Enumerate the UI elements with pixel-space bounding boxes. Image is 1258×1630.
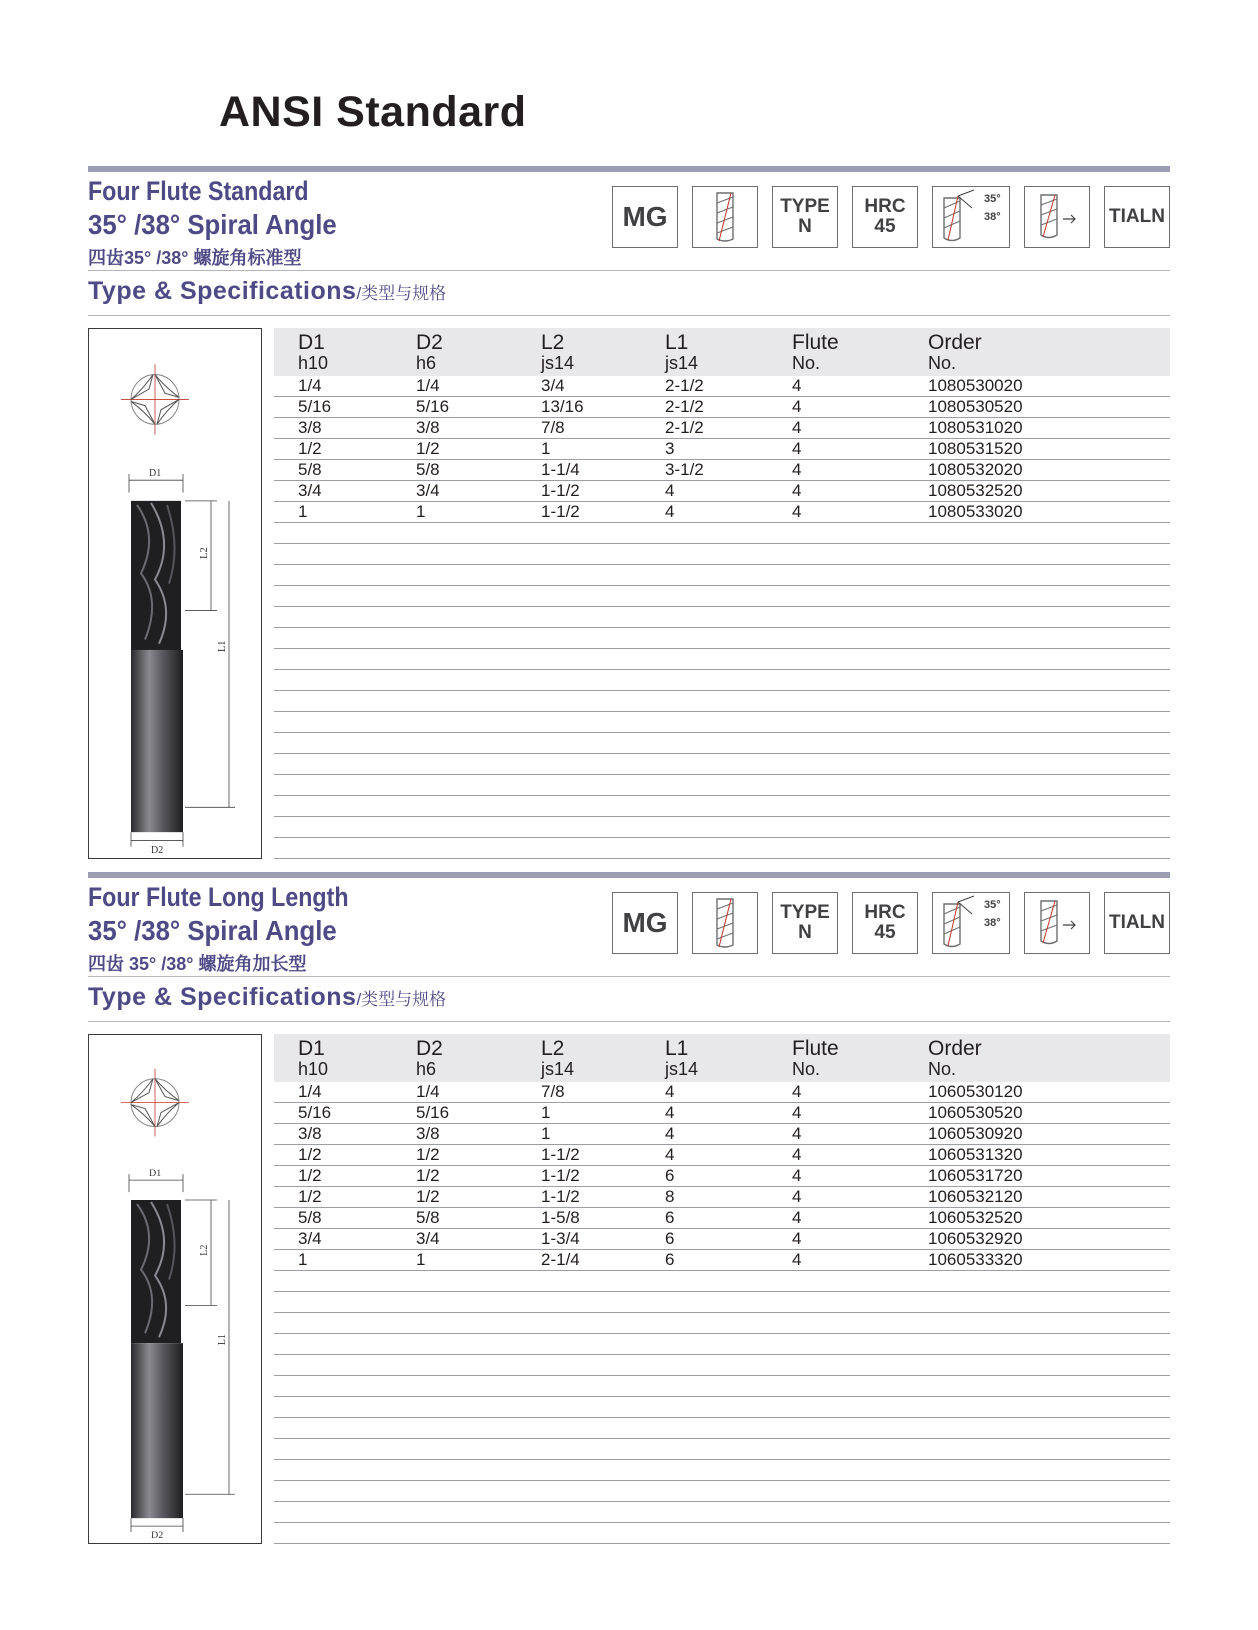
section-header (88, 878, 1170, 976)
cell-d1: 1 (298, 502, 308, 521)
cell-l1: 8 (665, 1187, 675, 1206)
empty-table-row (274, 1439, 1170, 1460)
table-row (274, 418, 1170, 439)
cell-l2: 1-5/8 (541, 1208, 580, 1227)
header-tolerance: js14 (665, 1059, 699, 1079)
cell-flute-no: 4 (792, 1166, 802, 1185)
cell-l1: 4 (665, 1082, 675, 1101)
empty-table-row (274, 1334, 1170, 1355)
header-label: Order (928, 331, 982, 354)
cell-d1: 1 (298, 1250, 308, 1269)
cell-d2: 1 (416, 502, 426, 521)
type-badge: TYPE N (772, 186, 838, 248)
empty-table-row (274, 1481, 1170, 1502)
svg-text:D2: D2 (151, 844, 164, 856)
cell-flute-no: 4 (792, 1208, 802, 1227)
empty-table-row (274, 649, 1170, 670)
svg-text:38°: 38° (984, 211, 1001, 223)
empty-table-row (274, 838, 1170, 859)
empty-table-row (274, 1271, 1170, 1292)
empty-table-row (274, 1313, 1170, 1334)
table-row (274, 376, 1170, 397)
cell-flute-no: 4 (792, 1145, 802, 1164)
section-title-cn: 四齿35° /38° 螺旋角标准型 (88, 248, 302, 268)
empty-table-row (274, 1355, 1170, 1376)
cell-order-no: 1080531520 (928, 439, 1023, 458)
empty-table-row (274, 733, 1170, 754)
svg-text:L2: L2 (199, 547, 210, 559)
cell-flute-no: 4 (792, 1103, 802, 1122)
header-tolerance: No. (792, 1059, 821, 1079)
cell-l2: 1 (541, 1124, 551, 1143)
type-badge: TYPE N (772, 892, 838, 954)
helix-angle-icon (932, 892, 1010, 954)
header-tolerance: js14 (541, 1059, 575, 1079)
cell-l2: 1-1/2 (541, 481, 580, 500)
empty-table-row (274, 691, 1170, 712)
table-row (274, 397, 1170, 418)
header-d1 (298, 1038, 328, 1080)
table-header (274, 1034, 1170, 1082)
hrc-badge: HRC 45 (852, 186, 918, 248)
cell-d2: 5/16 (416, 397, 450, 416)
header-tolerance: No. (928, 1059, 957, 1079)
cell-l1: 2-1/2 (665, 418, 704, 437)
table-row (274, 439, 1170, 460)
cell-d2: 1/2 (416, 1187, 440, 1206)
cell-order-no: 1080533020 (928, 502, 1023, 521)
empty-table-row (274, 1397, 1170, 1418)
table-body (274, 1082, 1170, 1544)
cell-l1: 6 (665, 1208, 675, 1227)
cell-order-no: 1080530020 (928, 376, 1023, 395)
header-tolerance: h6 (416, 353, 437, 373)
end-mill-diagram (88, 328, 262, 859)
table-row (274, 460, 1170, 481)
cell-d2: 3/4 (416, 1229, 440, 1248)
end-mill-flute-icon (692, 186, 758, 248)
cell-l1: 2-1/2 (665, 397, 704, 416)
cell-d2: 5/16 (416, 1103, 450, 1122)
table-row (274, 1082, 1170, 1103)
header-label: L1 (665, 331, 689, 354)
header-tolerance: js14 (665, 353, 699, 373)
empty-table-row (274, 775, 1170, 796)
cell-flute-no: 4 (792, 502, 802, 521)
cell-l2: 1-1/4 (541, 460, 580, 479)
section-title-cn: 四齿 35° /38° 螺旋角加长型 (88, 954, 307, 974)
hrc-badge: HRC 45 (852, 892, 918, 954)
specs-heading: Type & Specifications/类型与规格 (88, 983, 447, 1011)
spec-table (274, 1034, 1170, 1544)
header-label: D1 (298, 1037, 325, 1060)
header-l2 (541, 332, 574, 374)
header-flute-no (792, 332, 839, 374)
cell-flute-no: 4 (792, 1187, 802, 1206)
cell-flute-no: 4 (792, 1082, 802, 1101)
empty-table-row (274, 523, 1170, 544)
cell-flute-no: 4 (792, 460, 802, 479)
cell-d2: 3/8 (416, 418, 440, 437)
header-label: Order (928, 1037, 982, 1060)
cell-l2: 7/8 (541, 1082, 565, 1101)
side-cutting-icon (1024, 186, 1090, 248)
header-tolerance: h10 (298, 1059, 329, 1079)
feature-badges (612, 186, 1170, 248)
cell-d1: 1/2 (298, 439, 322, 458)
header-l2 (541, 1038, 574, 1080)
cell-l2: 2-1/4 (541, 1250, 580, 1269)
divider (88, 1021, 1170, 1022)
coating-badge: TIALN (1104, 892, 1170, 954)
empty-table-row (274, 1460, 1170, 1481)
helix-angle-icon (932, 186, 1010, 248)
table-row (274, 1208, 1170, 1229)
cell-d1: 5/16 (298, 397, 332, 416)
table-body (274, 376, 1170, 859)
empty-table-row (274, 712, 1170, 733)
cell-l1: 3 (665, 439, 675, 458)
cell-d2: 5/8 (416, 460, 440, 479)
empty-table-row (274, 754, 1170, 775)
header-label: L1 (665, 1037, 689, 1060)
header-label: Flute (792, 1037, 839, 1060)
cell-l2: 1-1/2 (541, 1145, 580, 1164)
cell-l2: 3/4 (541, 376, 565, 395)
header-flute-no (792, 1038, 839, 1080)
cell-l1: 2-1/2 (665, 376, 704, 395)
cell-d1: 1/4 (298, 1082, 322, 1101)
empty-table-row (274, 565, 1170, 586)
cell-l1: 4 (665, 1103, 675, 1122)
cell-d2: 1/2 (416, 1145, 440, 1164)
cell-d2: 3/4 (416, 481, 440, 500)
empty-table-row (274, 607, 1170, 628)
svg-text:D1: D1 (149, 1168, 162, 1180)
cell-order-no: 1060531720 (928, 1166, 1023, 1185)
empty-table-row (274, 817, 1170, 838)
section-title: Four Flute Long Length (88, 882, 349, 912)
cell-d1: 3/4 (298, 1229, 322, 1248)
side-cutting-icon (1024, 892, 1090, 954)
svg-text:D2: D2 (151, 1530, 164, 1542)
cell-d2: 1/4 (416, 1082, 440, 1101)
header-tolerance: js14 (541, 353, 575, 373)
cell-d2: 1/2 (416, 439, 440, 458)
cell-flute-no: 4 (792, 418, 802, 437)
empty-table-row (274, 670, 1170, 691)
cell-order-no: 1060530520 (928, 1103, 1023, 1122)
cell-order-no: 1080532520 (928, 481, 1023, 500)
table-row (274, 481, 1170, 502)
cell-flute-no: 4 (792, 439, 802, 458)
coating-badge: TIALN (1104, 186, 1170, 248)
header-tolerance: h6 (416, 1059, 437, 1079)
empty-table-row (274, 628, 1170, 649)
header-l1 (665, 1038, 698, 1080)
header-tolerance: No. (928, 353, 957, 373)
cell-d1: 5/8 (298, 460, 322, 479)
cell-order-no: 1060532920 (928, 1229, 1023, 1248)
header-order-no (928, 332, 982, 374)
cell-d1: 1/2 (298, 1145, 322, 1164)
cell-l1: 6 (665, 1250, 675, 1269)
cell-l1: 4 (665, 481, 675, 500)
section-subtitle: 35° /38° Spiral Angle (88, 209, 337, 240)
cell-l2: 1-3/4 (541, 1229, 580, 1248)
header-label: D1 (298, 331, 325, 354)
product-section (88, 166, 1170, 856)
cell-flute-no: 4 (792, 1229, 802, 1248)
cell-d1: 3/4 (298, 481, 322, 500)
page-title: ANSI Standard (219, 88, 527, 136)
spec-table (274, 328, 1170, 859)
cell-l2: 13/16 (541, 397, 584, 416)
svg-text:L1: L1 (216, 1334, 229, 1346)
cell-d1: 3/8 (298, 1124, 322, 1143)
cell-d1: 1/2 (298, 1187, 322, 1206)
header-tolerance: h10 (298, 353, 329, 373)
cell-l1: 4 (665, 1124, 675, 1143)
section-header (88, 172, 1170, 270)
table-row (274, 1250, 1170, 1271)
table-row (274, 1145, 1170, 1166)
feature-badges (612, 892, 1170, 954)
cell-order-no: 1060530120 (928, 1082, 1023, 1101)
cell-l1: 3-1/2 (665, 460, 704, 479)
cell-l2: 7/8 (541, 418, 565, 437)
empty-table-row (274, 544, 1170, 565)
divider (88, 315, 1170, 316)
cell-d1: 5/8 (298, 1208, 322, 1227)
cell-flute-no: 4 (792, 481, 802, 500)
table-row (274, 1103, 1170, 1124)
cell-order-no: 1080530520 (928, 397, 1023, 416)
svg-text:38°: 38° (984, 917, 1001, 929)
header-order-no (928, 1038, 982, 1080)
header-label: D2 (416, 1037, 443, 1060)
table-row (274, 1124, 1170, 1145)
cell-flute-no: 4 (792, 1250, 802, 1269)
empty-table-row (274, 1502, 1170, 1523)
empty-table-row (274, 1418, 1170, 1439)
material-badge: MG (612, 186, 678, 248)
cell-l1: 6 (665, 1166, 675, 1185)
cell-d2: 5/8 (416, 1208, 440, 1227)
header-label: D2 (416, 331, 443, 354)
cell-d1: 3/8 (298, 418, 322, 437)
cell-d2: 3/8 (416, 1124, 440, 1143)
empty-table-row (274, 796, 1170, 817)
header-d2 (416, 1038, 443, 1080)
cell-order-no: 1060531320 (928, 1145, 1023, 1164)
cell-flute-no: 4 (792, 376, 802, 395)
cell-l1: 4 (665, 1145, 675, 1164)
svg-text:35°: 35° (984, 899, 1001, 911)
cell-l2: 1-1/2 (541, 502, 580, 521)
end-mill-flute-icon (692, 892, 758, 954)
empty-table-row (274, 1292, 1170, 1313)
empty-table-row (274, 1376, 1170, 1397)
cell-l2: 1 (541, 439, 551, 458)
section-title: Four Flute Standard (88, 176, 309, 206)
cell-d2: 1/2 (416, 1166, 440, 1185)
cell-d1: 1/2 (298, 1166, 322, 1185)
header-label: Flute (792, 331, 839, 354)
svg-text:35°: 35° (984, 193, 1001, 205)
header-d2 (416, 332, 443, 374)
cell-order-no: 1060533320 (928, 1250, 1023, 1269)
svg-text:L2: L2 (198, 1244, 211, 1256)
table-header (274, 328, 1170, 376)
cell-d1: 1/4 (298, 376, 322, 395)
cell-order-no: 1060530920 (928, 1124, 1023, 1143)
cell-l2: 1-1/2 (541, 1166, 580, 1185)
header-label: L2 (541, 1037, 565, 1060)
header-label: L2 (541, 331, 565, 354)
cell-order-no: 1080532020 (928, 460, 1023, 479)
section-subtitle: 35° /38° Spiral Angle (88, 915, 337, 946)
header-l1 (665, 332, 698, 374)
cell-l1: 6 (665, 1229, 675, 1248)
svg-text:D1: D1 (149, 467, 162, 480)
specs-heading: Type & Specifications/类型与规格 (88, 277, 447, 305)
cell-d2: 1/4 (416, 376, 440, 395)
end-mill-diagram (88, 1034, 262, 1544)
empty-table-row (274, 586, 1170, 607)
cell-order-no: 1060532120 (928, 1187, 1023, 1206)
svg-text:L1: L1 (217, 640, 228, 653)
header-tolerance: No. (792, 353, 821, 373)
cell-d2: 1 (416, 1250, 426, 1269)
cell-l1: 4 (665, 502, 675, 521)
material-badge: MG (612, 892, 678, 954)
product-section (88, 872, 1170, 1542)
table-row (274, 502, 1170, 523)
table-row (274, 1229, 1170, 1250)
cell-d1: 5/16 (298, 1103, 332, 1122)
cell-order-no: 1060532520 (928, 1208, 1023, 1227)
table-row (274, 1187, 1170, 1208)
cell-order-no: 1080531020 (928, 418, 1023, 437)
header-d1 (298, 332, 328, 374)
cell-l2: 1-1/2 (541, 1187, 580, 1206)
table-row (274, 1166, 1170, 1187)
cell-flute-no: 4 (792, 397, 802, 416)
cell-flute-no: 4 (792, 1124, 802, 1143)
cell-l2: 1 (541, 1103, 551, 1122)
empty-table-row (274, 1523, 1170, 1544)
